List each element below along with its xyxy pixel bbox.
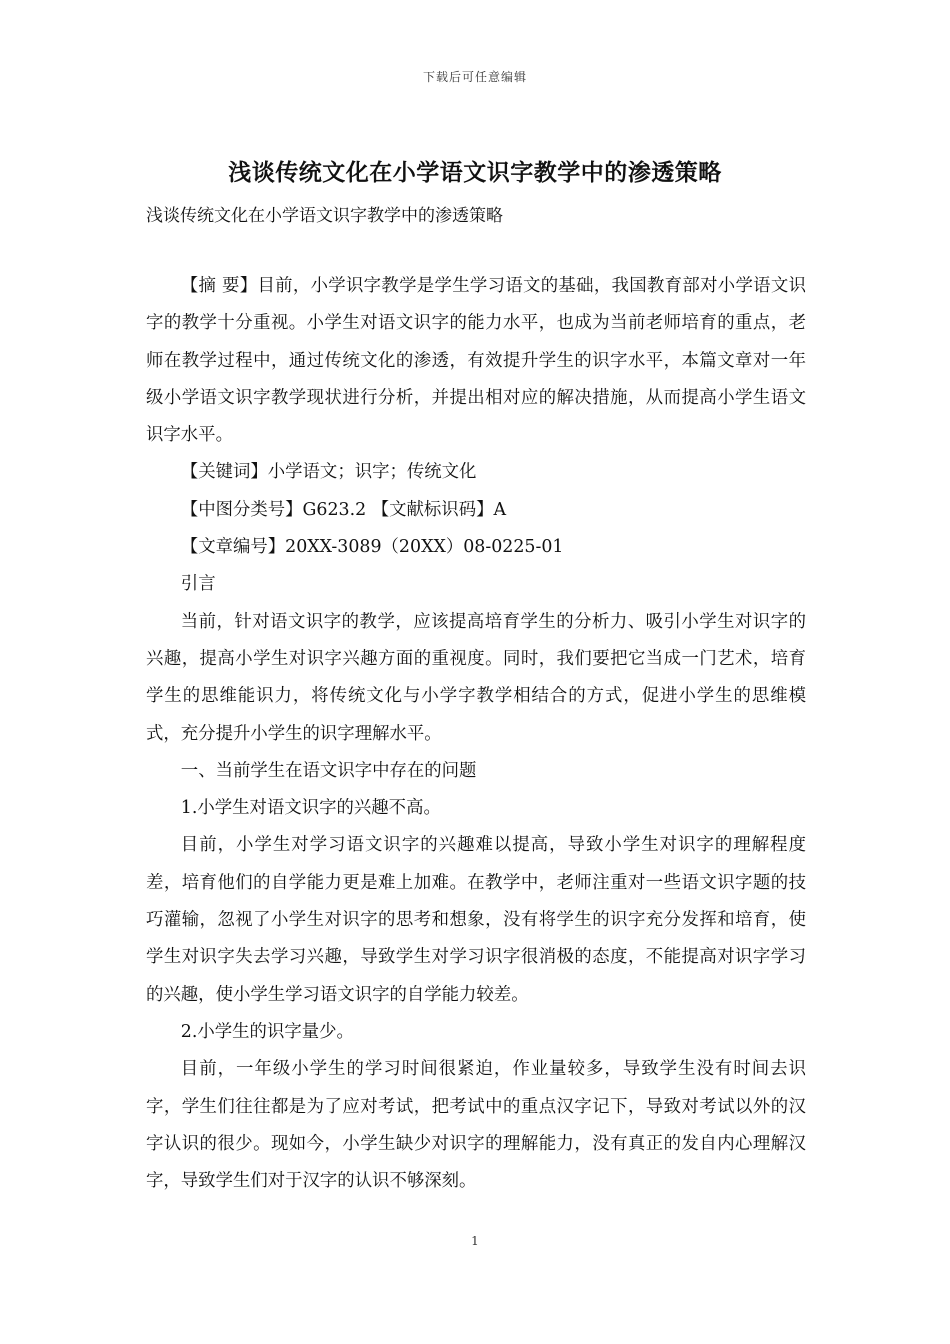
section-heading-introduction: 引言 bbox=[180, 574, 216, 595]
introduction-paragraph: 当前，针对语文识字的教学，应该提高培育学生的分析力、吸引小学生对识字的兴趣，提高小学生对识字兴趣方面的重视度。同时，我们要把它当成一门艺术，培育学生的思维能识力，将传统文化与小学字教学相结合的方式，促进小学生的思维模式，充分提升小学生的识字理解水平。 bbox=[146, 611, 806, 744]
subheading-vocabulary: 2.小学生的识字量少。 bbox=[180, 1021, 354, 1042]
page-number: 1 bbox=[471, 1234, 479, 1248]
abstract-paragraph: 【摘 要】目前，小学识字教学是学生学习语文的基础，我国教育部对小学语文识字的教学十分重视。小学生对语文识字的能力水平，也成为当前老师培育的重点，老师在教学过程中，通过传统文化的渗透，有效提升学生的识字水平，本篇文章对一年级小学语文识字教学现状进行分析，并提出相对应的解决措施，从而提高小学生语文识字水平。 bbox=[146, 276, 806, 446]
interest-paragraph: 目前，小学生对学习语文识字的兴趣难以提高，导致小学生对识字的理解程度差，培育他们的自学能力更是难上加难。在教学中，老师注重对一些语文识字题的技巧灌输，忽视了小学生对识字的思考和想象，没有将学生的识字充分发挥和培育，使学生对识字失去学习兴趣，导致学生对学习识字很消极的态度，不能提高对识字学习的兴趣，使小学生学习语文识字的自学能力较差。 bbox=[146, 835, 806, 1005]
classification-line: 【中图分类号】G623.2 【文献标识码】A bbox=[180, 499, 507, 520]
header-note: 下载后可任意编辑 bbox=[422, 70, 527, 84]
document-subtitle: 浅谈传统文化在小学语文识字教学中的渗透策略 bbox=[146, 206, 503, 226]
subheading-interest: 1.小学生对语文识字的兴趣不高。 bbox=[180, 798, 441, 819]
document-body bbox=[146, 268, 806, 1200]
article-number-line: 【文章编号】20XX-3089（20XX）08-0225-01 bbox=[180, 537, 564, 558]
document-title: 浅谈传统文化在小学语文识字教学中的渗透策略 bbox=[228, 159, 722, 186]
vocabulary-paragraph: 目前，一年级小学生的学习时间很紧迫，作业量较多，导致学生没有时间去识字，学生们往往都是为了应对考试，把考试中的重点汉字记下，导致对考试以外的汉字认识的很少。现如今，小学生缺少对识字的理解能力，没有真正的发自内心理解汉字，导致学生们对于汉字的认识不够深刻。 bbox=[146, 1059, 806, 1192]
keywords-line: 【关键词】小学语文；识字；传统文化 bbox=[180, 462, 477, 483]
section-heading-problems: 一、当前学生在语文识字中存在的问题 bbox=[180, 760, 477, 781]
